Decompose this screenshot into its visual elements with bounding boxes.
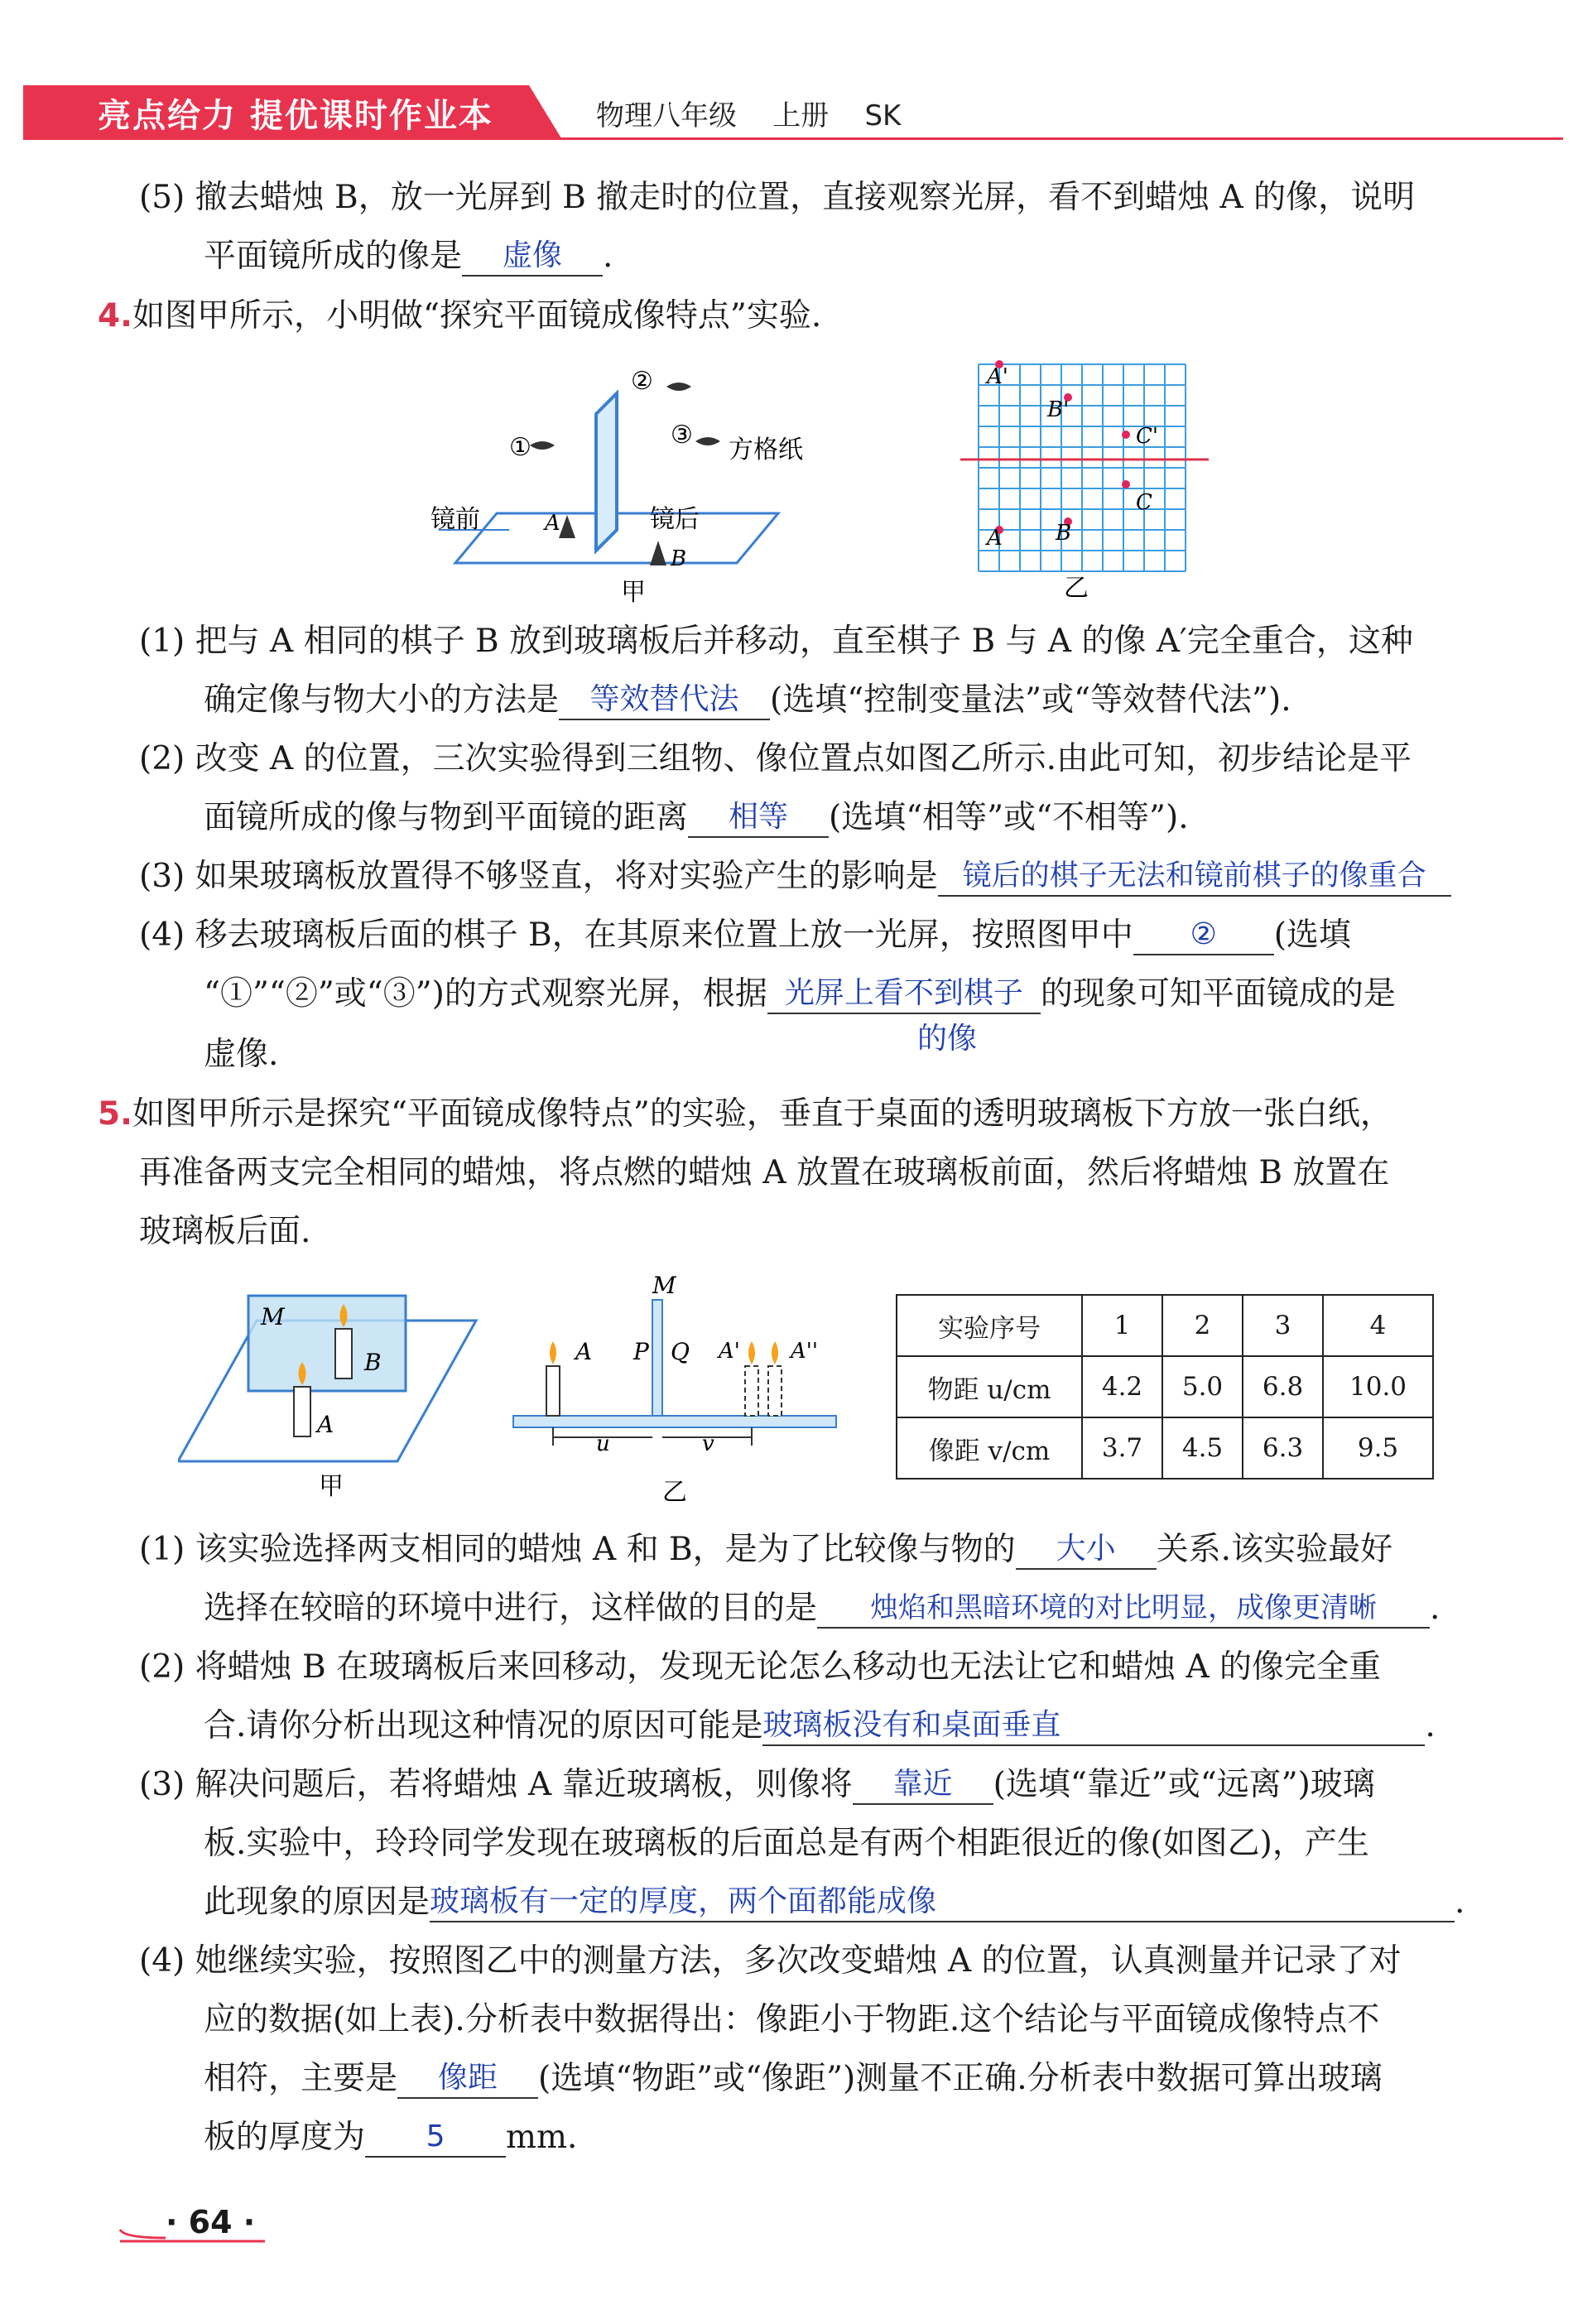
label-a-prime: A' bbox=[987, 364, 1008, 389]
book-subject bbox=[596, 93, 901, 133]
q5-part4-answer2: 5 bbox=[365, 2118, 506, 2158]
label-m: M bbox=[652, 1275, 676, 1299]
q4-part3-line bbox=[139, 857, 1451, 897]
table-cell: 5.0 bbox=[1162, 1356, 1243, 1417]
q4-part1-answer: 等效替代法 bbox=[559, 681, 770, 720]
q4-part4-line3: 虚像. bbox=[204, 1036, 279, 1073]
q4-part1-text: 确定像与物大小的方法是 bbox=[204, 681, 560, 719]
q4-part4-line1 bbox=[139, 916, 1351, 955]
q4-number: 4. bbox=[98, 297, 132, 334]
q5-part2-line1: (2) 将蜡烛 B 在玻璃板后来回移动，发现无论怎么移动也无法让它和蜡烛 A 的像完全重 bbox=[139, 1648, 1382, 1686]
candle-a bbox=[294, 1387, 310, 1436]
q4-part4-hint: (选填 bbox=[1273, 917, 1351, 954]
q5-part4-line1: (4) 她继续实验，按照图乙中的测量方法，多次改变蜡烛 A 的位置，认真测量并记录了对 bbox=[139, 1942, 1402, 1980]
q4-part2-text: 面镜所成的像与物到平面镜的距离 bbox=[204, 799, 689, 836]
table-cell: 4.2 bbox=[1082, 1356, 1162, 1417]
table-header-row bbox=[897, 1295, 1433, 1356]
label-a: A bbox=[317, 1411, 334, 1438]
label-back: 镜后 bbox=[650, 505, 700, 534]
q4-part1-hint: (选填“控制变量法”或“等效替代法”). bbox=[770, 681, 1291, 719]
q5-stem1: 如图甲所示是探究“平面镜成像特点”的实验，垂直于桌面的透明玻璃板下方放一张白纸， bbox=[132, 1095, 1392, 1133]
label-front: 镜前 bbox=[430, 505, 480, 534]
eye-icon-1 bbox=[530, 441, 555, 450]
q5-part2-answer: 玻璃板没有和桌面垂直 bbox=[762, 1706, 1425, 1746]
flame-icon-a-double-prime bbox=[772, 1341, 778, 1364]
q4-part2-answer: 相等 bbox=[688, 798, 829, 838]
q4-part2-line2 bbox=[204, 798, 1189, 838]
candle-b bbox=[335, 1329, 352, 1379]
table-header-cell: 2 bbox=[1162, 1295, 1243, 1356]
q5-part3-answer2: 玻璃板有一定的厚度，两个面都能成像 bbox=[430, 1883, 1455, 1922]
q5-part3-hint: (选填“靠近”或“远离”)玻璃 bbox=[993, 1766, 1375, 1803]
label-c-prime: C' bbox=[1136, 424, 1159, 449]
table-surface bbox=[513, 1416, 836, 1427]
label-v: v bbox=[702, 1431, 714, 1456]
position-point bbox=[1122, 431, 1130, 439]
q4-part4-answer2-cont: 的像 bbox=[917, 1022, 978, 1056]
label-grid-paper: 方格纸 bbox=[729, 435, 803, 464]
q4-part3-text: (3) 如果玻璃板放置得不够竖直，将对实验产生的影响是 bbox=[139, 858, 938, 895]
chess-piece-a bbox=[559, 515, 575, 538]
q5-part1-text2: 关系.该实验最好 bbox=[1156, 1531, 1393, 1568]
table-cell: 像距 v/cm bbox=[897, 1417, 1082, 1479]
position-point bbox=[1122, 480, 1130, 488]
label-q: Q bbox=[671, 1338, 690, 1365]
q5-part4-text: 相符，主要是 bbox=[204, 2060, 398, 2097]
caption-yi: 乙 bbox=[1064, 574, 1089, 603]
q5-part1-line1 bbox=[139, 1530, 1392, 1570]
q5-part3-text: (3) 解决问题后，若将蜡烛 A 靠近玻璃板，则像将 bbox=[139, 1766, 853, 1803]
q3-part5-line1: (5) 撤去蜡烛 B，放一光屏到 B 撤走时的位置，直接观察光屏，看不到蜡烛 A 的像，说明 bbox=[139, 179, 1416, 216]
q5-part4-text2: 板的厚度为 bbox=[204, 2119, 366, 2156]
edition: SK bbox=[864, 99, 902, 132]
q4-part1-line2 bbox=[204, 681, 1291, 720]
q4-stem bbox=[98, 296, 821, 336]
label-eye2: ② bbox=[631, 367, 653, 396]
table-cell: 4.5 bbox=[1162, 1417, 1243, 1479]
table-row bbox=[897, 1417, 1433, 1479]
table-cell: 3.7 bbox=[1082, 1417, 1162, 1479]
q5-part3-line2: 板.实验中，玲玲同学发现在玻璃板的后面总是有两个相距很近的像(如图乙)，产生 bbox=[204, 1825, 1369, 1862]
q3-part5-end: . bbox=[603, 238, 613, 275]
flame-icon-a bbox=[550, 1341, 556, 1364]
label-a-prime: A' bbox=[719, 1339, 740, 1364]
q5-part1-end: . bbox=[1430, 1590, 1440, 1627]
volume: 上册 bbox=[772, 99, 830, 132]
q4-part2-line1: (2) 改变 A 的位置，三次实验得到三组物、像位置点如图乙所示.由此可知，初步结论是平 bbox=[139, 740, 1412, 777]
q3-part5-answer: 虚像 bbox=[462, 237, 603, 277]
label-u: u bbox=[596, 1431, 610, 1456]
eye-icon-2 bbox=[666, 383, 691, 391]
q5-stem-line2: 再准备两支完全相同的蜡烛，将点燃的蜡烛 A 放置在玻璃板前面，然后将蜡烛 B 放置在 bbox=[139, 1154, 1390, 1191]
image-a-double-prime bbox=[768, 1366, 782, 1416]
glass-plate bbox=[596, 393, 617, 551]
label-eye3: ③ bbox=[671, 421, 693, 450]
q4-part4-answer1: ② bbox=[1133, 916, 1274, 955]
table-cell: 6.3 bbox=[1243, 1417, 1323, 1479]
q5-figure-yi bbox=[505, 1275, 844, 1515]
q5-part3-line1 bbox=[139, 1765, 1375, 1805]
table-header-cell: 4 bbox=[1323, 1295, 1433, 1356]
label-b-prime: B' bbox=[1047, 397, 1070, 422]
q5-part1-answer2: 烛焰和黑暗环境的对比明显，成像更清晰 bbox=[817, 1589, 1430, 1629]
table-cell: 10.0 bbox=[1323, 1356, 1433, 1417]
q5-part1-answer1: 大小 bbox=[1016, 1530, 1157, 1570]
eye-icon-3 bbox=[695, 437, 720, 445]
q4-part4-text3: 的现象可知平面镜成的是 bbox=[1040, 975, 1396, 1013]
label-a-obj: A bbox=[987, 526, 1003, 551]
q5-stem-line3: 玻璃板后面. bbox=[139, 1213, 311, 1250]
q3-part5-text: 平面镜所成的像是 bbox=[204, 238, 463, 275]
q4-figure-jia bbox=[430, 352, 844, 609]
label-a-double-prime: A'' bbox=[791, 1339, 819, 1364]
header-rule bbox=[23, 137, 1563, 140]
label-c: C bbox=[1136, 490, 1152, 515]
table-cell: 6.8 bbox=[1243, 1356, 1323, 1417]
q4-part4-text: (4) 移去玻璃板后面的棋子 B，在其原来位置上放一光屏，按照图甲中 bbox=[139, 917, 1133, 954]
q5-figure-jia bbox=[178, 1279, 493, 1503]
q5-stem-line1 bbox=[98, 1095, 1392, 1134]
label-eye1: ① bbox=[509, 433, 531, 462]
q5-part2-text: 合.请你分析出现这种情况的原因可能是 bbox=[204, 1707, 763, 1744]
label-b: B bbox=[364, 1349, 382, 1376]
caption-yi2: 乙 bbox=[662, 1478, 687, 1507]
table-cell: 9.5 bbox=[1323, 1417, 1433, 1479]
glass-plate bbox=[652, 1300, 662, 1416]
q5-part3-end: . bbox=[1455, 1884, 1465, 1921]
q5-part2-line2 bbox=[204, 1706, 1436, 1746]
q5-part1-text: (1) 该实验选择两支相同的蜡烛 A 和 B，是为了比较像与物的 bbox=[139, 1531, 1016, 1568]
label-m: M bbox=[261, 1303, 285, 1330]
label-b: B bbox=[671, 546, 687, 571]
q5-part4-unit: mm. bbox=[506, 2119, 578, 2156]
q4-part4-answer2: 光屏上看不到棋子 bbox=[767, 974, 1041, 1014]
q5-part3-answer1: 靠近 bbox=[853, 1765, 993, 1805]
q5-part4-hint: (选填“物距”或“像距”)测量不正确.分析表中数据可算出玻璃 bbox=[538, 2060, 1383, 2097]
label-b-obj: B bbox=[1056, 521, 1072, 546]
q5-part3-line3 bbox=[204, 1883, 1465, 1922]
flame-icon-a-prime bbox=[748, 1341, 755, 1364]
q4-part3-answer: 镜后的棋子无法和镜前棋子的像重合 bbox=[938, 857, 1451, 897]
grid bbox=[979, 360, 1186, 571]
book-title: 亮点给力 提优课时作业本 bbox=[98, 97, 493, 135]
q5-part4-line4 bbox=[204, 2118, 577, 2158]
q4-stem-text: 如图甲所示，小明做“探究平面镜成像特点”实验. bbox=[132, 297, 822, 334]
q5-part3-text2: 此现象的原因是 bbox=[204, 1884, 430, 1921]
caption-jia: 甲 bbox=[621, 578, 646, 607]
q4-part2-hint: (选填“相等”或“不相等”). bbox=[829, 799, 1189, 836]
q5-part2-end: . bbox=[1425, 1707, 1436, 1744]
q5-part4-line2: 应的数据(如上表).分析表中数据得出：像距小于物距.这个结论与平面镜成像特点不 bbox=[204, 2001, 1380, 2038]
page-number: · 64 · bbox=[166, 2204, 256, 2240]
table-row bbox=[897, 1356, 1433, 1417]
chess-piece-b bbox=[650, 541, 666, 565]
q5-part4-answer1: 像距 bbox=[397, 2059, 538, 2099]
q4-part1-line1: (1) 把与 A 相同的棋子 B 放到玻璃板后并移动，直至棋子 B 与 A 的像 A′完全重合，这种 bbox=[139, 623, 1413, 660]
label-a: A bbox=[545, 511, 560, 536]
table-header-cell: 实验序号 bbox=[897, 1295, 1082, 1356]
label-p: P bbox=[633, 1338, 649, 1365]
table-header-cell: 3 bbox=[1243, 1295, 1323, 1356]
image-a-prime bbox=[745, 1366, 758, 1416]
candle-a bbox=[546, 1366, 560, 1416]
q5-part4-line3 bbox=[204, 2059, 1383, 2099]
label-a: A bbox=[575, 1338, 593, 1365]
q5-part1-text3: 选择在较暗的环境中进行，这样做的目的是 bbox=[204, 1590, 818, 1627]
table-cell: 物距 u/cm bbox=[897, 1356, 1082, 1417]
q4-part4-text2: “①”“②”或“③”)的方式观察光屏，根据 bbox=[204, 975, 767, 1013]
q4-part4-line2 bbox=[204, 974, 1396, 1014]
q3-part5-line2 bbox=[204, 237, 613, 277]
q5-data-table bbox=[896, 1294, 1434, 1480]
q5-number: 5. bbox=[98, 1095, 132, 1133]
table-header-cell: 1 bbox=[1082, 1295, 1162, 1356]
caption-jia2: 甲 bbox=[319, 1472, 344, 1501]
q4-figure-yi bbox=[960, 356, 1234, 613]
q5-part1-line2 bbox=[204, 1589, 1440, 1629]
subject: 物理八年级 bbox=[596, 99, 737, 132]
